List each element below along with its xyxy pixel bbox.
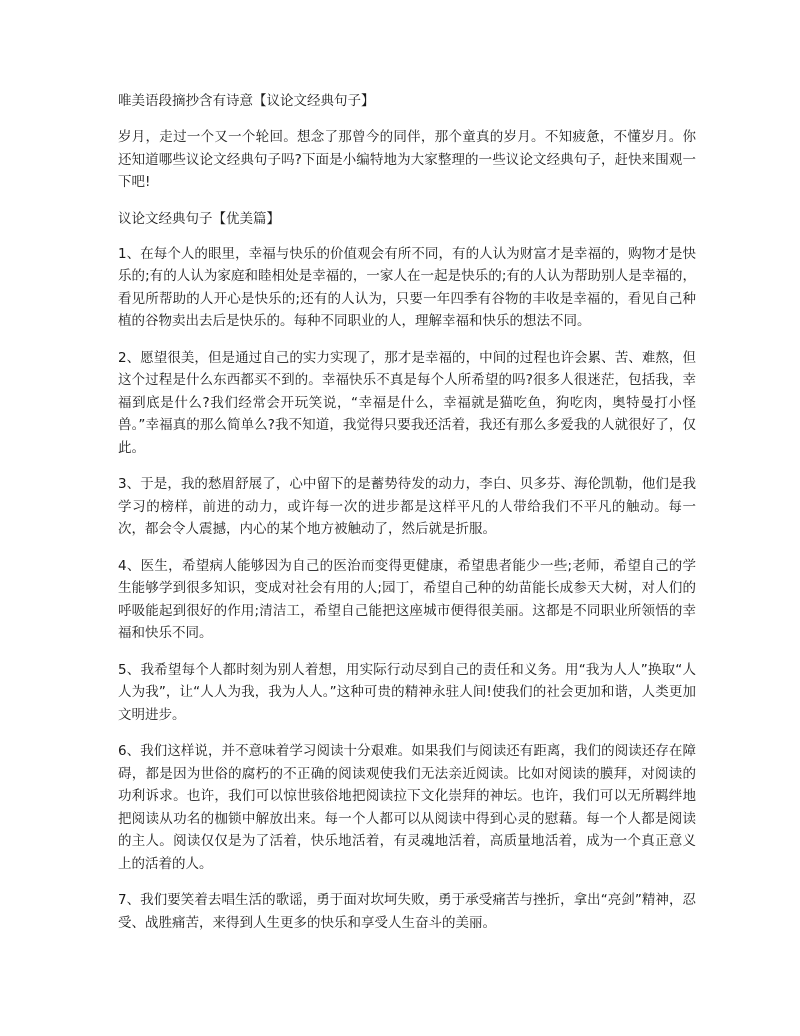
intro-paragraph: 岁月，走过一个又一个轮回。想念了那曾今的同伴，那个童真的岁月。不知疲惫，不懂岁月。你还知道哪些议论文经典句子吗?下面是小编特地为大家整理的一些议论文经典句子，赶快来围观一下吧!	[118, 129, 696, 190]
section-title: 议论文经典句子【优美篇】	[118, 210, 280, 227]
document-title: 唯美语段摘抄含有诗意【议论文经典句子】	[118, 93, 375, 109]
paragraph-7: 7、我们要笑着去唱生活的歌谣，勇于面对坎坷失败，勇于承受痛苦与挫折，拿出“亮剑”精神，忍受、战胜痛苦，来得到人生更多的快乐和享受人生奋斗的美丽。	[118, 892, 696, 931]
paragraph-5: 5、我希望每个人都时刻为别人着想，用实际行动尽到自己的责任和义务。用“我为人人”换取“人人为我”，让“人人为我，我为人人。”这种可贵的精神永驻人间!使我们的社会更加和谐，人类更加文明进步。	[118, 661, 696, 723]
paragraph-4: 4、医生，希望病人能够因为自己的医治而变得更健康，希望患者能少一些;老师，希望自己的学生能够学到很多知识，变成对社会有用的人;园丁，希望自己种的幼苗能长成参天大树，对人们的呼吸能起到很好的作用;清洁工，希望自己能把这座城市便得很美丽。这都是不同职业所领悟的幸福和快乐不同。	[118, 557, 696, 641]
document-page	[118, 90, 696, 948]
paragraph-6: 6、我们这样说，并不意味着学习阅读十分艰难。如果我们与阅读还有距离，我们的阅读还存在障碍，都是因为世俗的腐朽的不正确的阅读观使我们无法亲近阅读。比如对阅读的膜拜，对阅读的功利诉求。也许，我们可以惊世骇俗地把阅读拉下文化崇拜的神坛。也许，我们可以无所羁绊地把阅读从功名的枷锁中解放出来。每一个人都可以从阅读中得到心灵的慰藉。每一个人都是阅读的主人。阅读仅仅是为了活着，快乐地活着，有灵魂地活着，高质量地活着，成为一个真正意义上的活着的人。	[118, 743, 696, 872]
paragraph-3: 3、于是，我的愁眉舒展了，心中留下的是蓄势待发的动力，李白、贝多芬、海伦凯勒，他们是我学习的榜样，前进的动力，或许每一次的进步都是这样平凡的人带给我们不平凡的触动。每一次，都会令人震撼，内心的某个地方被触动了，然后就是折服。	[118, 476, 696, 537]
paragraph-1: 1、在每个人的眼里，幸福与快乐的价值观会有所不同，有的人认为财富才是幸福的，购物才是快乐的;有的人认为家庭和睦相处是幸福的，一家人在一起是快乐的;有的人认为帮助别人是幸福的，看见所帮助的人开心是快乐的;还有的人认为，只要一年四季有谷物的丰收是幸福的，看见自己种植的谷物卖出去后是快乐的。每种不同职业的人，理解幸福和快乐的想法不同。	[118, 245, 696, 329]
paragraph-2: 2、愿望很美，但是通过自己的实力实现了，那才是幸福的，中间的过程也许会累、苦、难熬，但这个过程是什么东西都买不到的。幸福快乐不真是每个人所希望的吗?很多人很迷茫，包括我，幸福到底是什么?我们经常会开玩笑说，“幸福是什么，幸福就是猫吃鱼，狗吃肉，奥特曼打小怪兽。”幸福真的那么简单么?我不知道，我觉得只要我还活着，我还有那么多爱我的人就很好了，仅此。	[118, 349, 696, 456]
